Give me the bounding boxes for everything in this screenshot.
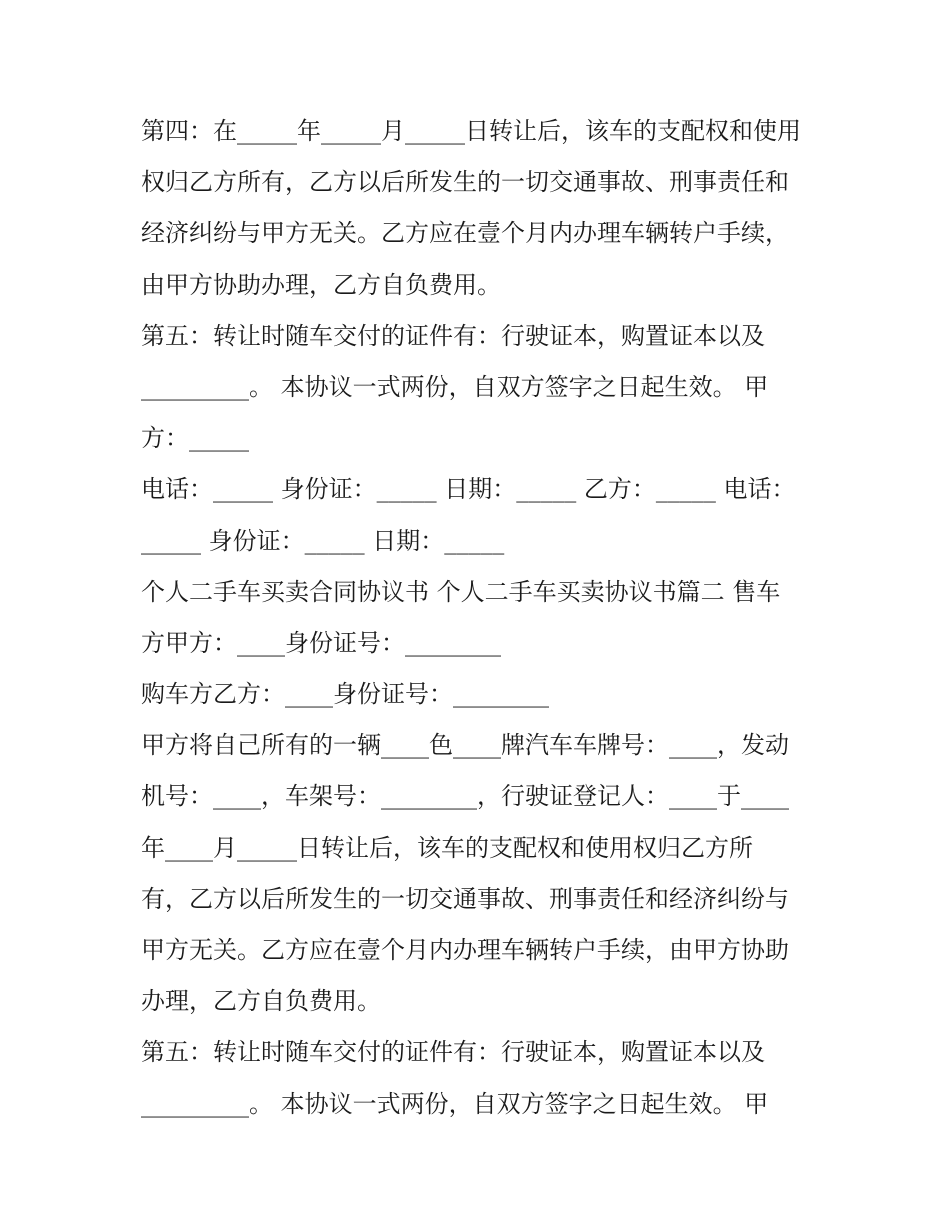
document-body xyxy=(141,106,831,1130)
text-line: 由甲方协助办理，乙方自负费用。 xyxy=(141,270,501,299)
text-line: 有，乙方以后所发生的一切交通事故、刑事责任和经济纠纷与 xyxy=(141,884,789,913)
text-line: 办理，乙方自负费用。 xyxy=(141,987,381,1016)
text-line: 电话：_____ 身份证：_____ 日期：_____ 乙方：_____ 电话： xyxy=(141,475,796,504)
text-line: 第四：在_____年_____月_____日转让后，该车的支配权和使用 xyxy=(141,117,801,145)
text-line: 权归乙方所有，乙方以后所发生的一切交通事故、刑事责任和 xyxy=(141,168,789,197)
text-line: 方甲方：____身份证号：________ xyxy=(141,628,501,657)
text-line: 第五：转让时随车交付的证件有：行驶证本，购置证本以及 xyxy=(141,321,765,350)
text-line: 甲方无关。乙方应在壹个月内办理车辆转户手续，由甲方协助 xyxy=(141,936,789,964)
text-line: _____ 身份证：_____ 日期：_____ xyxy=(141,526,505,555)
text-line: _________。 本协议一式两份，自双方签字之日起生效。 甲 xyxy=(141,372,769,401)
text-line: 方：_____ xyxy=(141,424,249,453)
text-line: 个人二手车买卖合同协议书 个人二手车买卖协议书篇二 售车 xyxy=(141,577,781,606)
text-line: 机号：____，车架号：________，行驶证登记人：____于____ xyxy=(141,782,789,811)
text-line: _________。 本协议一式两份，自双方签字之日起生效。 甲 xyxy=(141,1089,769,1118)
text-line: 年____月_____日转让后，该车的支配权和使用权归乙方所 xyxy=(141,833,753,862)
text-line: 第五：转让时随车交付的证件有：行驶证本，购置证本以及 xyxy=(141,1038,765,1067)
text-line: 甲方将自己所有的一辆____色____牌汽车车牌号：____，发动 xyxy=(141,731,789,760)
text-line: 经济纠纷与甲方无关。乙方应在壹个月内办理车辆转户手续， xyxy=(141,219,789,248)
text-line: 购车方乙方：____身份证号：________ xyxy=(141,680,549,709)
